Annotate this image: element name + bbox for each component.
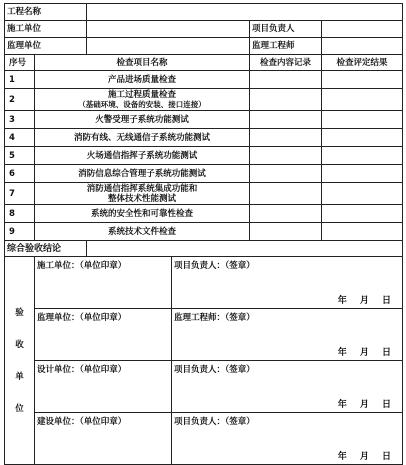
supervisor-label: 监理单位 xyxy=(5,38,87,55)
item-name-text: 产品进场质量检查 xyxy=(108,74,177,85)
item-record-cell[interactable] xyxy=(250,165,322,183)
signoff-person-cell[interactable] xyxy=(172,361,403,413)
item-name xyxy=(35,111,250,129)
item-number: 5 xyxy=(5,147,35,165)
item-name xyxy=(35,205,250,223)
item-name-text: 火场通信指挥子系统功能测试 xyxy=(86,150,198,161)
item-name xyxy=(35,71,250,89)
item-result-cell[interactable] xyxy=(322,129,403,147)
signoff-date xyxy=(338,348,392,358)
item-number: 3 xyxy=(5,111,35,129)
item-result-cell[interactable] xyxy=(322,183,403,205)
item-name-text: 消防信息综合管理子系统功能测试 xyxy=(78,168,206,179)
acceptance-unit-char: 验 xyxy=(15,307,24,318)
date-day: 日 xyxy=(382,296,393,306)
supervising-engineer-label: 监理工程师 xyxy=(250,38,322,55)
signoff-date xyxy=(338,452,392,462)
column-header-seq: 序号 xyxy=(5,55,35,71)
project-name-label: 工程名称 xyxy=(5,4,87,21)
item-name-text: 系统的安全性和可靠性检查 xyxy=(91,208,194,219)
item-result-cell[interactable] xyxy=(322,89,403,111)
signoff-date xyxy=(338,296,392,306)
item-name-subtext: 整体技术性能测试 xyxy=(108,193,177,204)
signoff-unit-label: 施工单位：（单位印章） xyxy=(37,261,127,271)
item-name-text: 消防有线、无线通信子系统功能测试 xyxy=(74,132,211,143)
conclusion-label: 综合验收结论 xyxy=(5,241,87,257)
signoff-person-label: 项目负责人：（签章） xyxy=(174,365,255,375)
item-number: 8 xyxy=(5,205,35,223)
conclusion-value[interactable] xyxy=(87,241,403,257)
item-name-text: 系统技术文件检查 xyxy=(108,226,177,237)
date-month: 月 xyxy=(359,296,370,306)
date-year: 年 xyxy=(337,400,348,410)
item-name xyxy=(35,165,250,183)
item-name-text: 消防通信指挥系统集成功能和 xyxy=(86,183,198,194)
item-name-text: 火警受理子系统功能测试 xyxy=(95,114,189,125)
item-number: 9 xyxy=(5,223,35,241)
date-day: 日 xyxy=(382,400,393,410)
item-name xyxy=(35,89,250,111)
date-month: 月 xyxy=(359,452,370,462)
item-record-cell[interactable] xyxy=(250,205,322,223)
column-header-result: 检查评定结果 xyxy=(322,55,403,71)
signoff-person-label: 监理工程师：（签章） xyxy=(174,313,255,323)
signoff-person-label: 项目负责人：（签章） xyxy=(174,261,255,271)
item-result-cell[interactable] xyxy=(322,111,403,129)
item-name xyxy=(35,183,250,205)
item-result-cell[interactable] xyxy=(322,71,403,89)
item-result-cell[interactable] xyxy=(322,205,403,223)
date-day: 日 xyxy=(382,348,393,358)
signoff-person-cell[interactable] xyxy=(172,413,403,465)
signoff-unit-cell[interactable] xyxy=(35,309,172,361)
signoff-unit-label: 设计单位：（单位印章） xyxy=(37,365,127,375)
project-name-value[interactable] xyxy=(87,4,403,21)
item-name xyxy=(35,223,250,241)
signoff-date xyxy=(338,400,392,410)
acceptance-unit-char: 位 xyxy=(15,403,24,414)
item-number: 7 xyxy=(5,183,35,205)
item-result-cell[interactable] xyxy=(322,165,403,183)
item-result-cell[interactable] xyxy=(322,223,403,241)
signoff-unit-cell[interactable] xyxy=(35,413,172,465)
signoff-person-cell[interactable] xyxy=(172,309,403,361)
item-name-subtext: （基础环境、设备的安装、接口连接） xyxy=(78,99,206,109)
column-header-item-name: 检查项目名称 xyxy=(35,55,250,71)
item-result-cell[interactable] xyxy=(322,147,403,165)
supervising-engineer-value[interactable] xyxy=(322,38,403,55)
date-year: 年 xyxy=(337,452,348,462)
project-manager-label: 项目负责人 xyxy=(250,21,322,38)
item-name xyxy=(35,147,250,165)
item-record-cell[interactable] xyxy=(250,89,322,111)
date-year: 年 xyxy=(337,348,348,358)
acceptance-table xyxy=(4,3,403,465)
date-month: 月 xyxy=(359,400,370,410)
acceptance-unit-char: 收 xyxy=(15,339,24,350)
supervisor-value[interactable] xyxy=(87,38,250,55)
contractor-label: 施工单位 xyxy=(5,21,87,38)
signoff-unit-label: 建设单位：（单位印章） xyxy=(37,417,127,427)
item-record-cell[interactable] xyxy=(250,223,322,241)
acceptance-form xyxy=(4,3,402,462)
item-name xyxy=(35,129,250,147)
item-record-cell[interactable] xyxy=(250,183,322,205)
signoff-person-label: 项目负责人：（签章） xyxy=(174,417,255,427)
signoff-person-cell[interactable] xyxy=(172,257,403,309)
contractor-value[interactable] xyxy=(87,21,250,38)
acceptance-unit-label xyxy=(5,257,35,465)
signoff-unit-cell[interactable] xyxy=(35,361,172,413)
date-month: 月 xyxy=(359,348,370,358)
project-manager-value[interactable] xyxy=(322,21,403,38)
item-record-cell[interactable] xyxy=(250,71,322,89)
item-record-cell[interactable] xyxy=(250,147,322,165)
date-day: 日 xyxy=(382,452,393,462)
item-record-cell[interactable] xyxy=(250,111,322,129)
column-header-record: 检查内容记录 xyxy=(250,55,322,71)
item-number: 1 xyxy=(5,71,35,89)
signoff-unit-cell[interactable] xyxy=(35,257,172,309)
date-year: 年 xyxy=(337,296,348,306)
item-number: 6 xyxy=(5,165,35,183)
acceptance-unit-char: 单 xyxy=(15,371,24,382)
item-number: 4 xyxy=(5,129,35,147)
signoff-unit-label: 监理单位：（单位印章） xyxy=(37,313,127,323)
item-name-text: 施工过程质量检查 xyxy=(108,89,177,100)
item-number: 2 xyxy=(5,89,35,111)
item-record-cell[interactable] xyxy=(250,129,322,147)
